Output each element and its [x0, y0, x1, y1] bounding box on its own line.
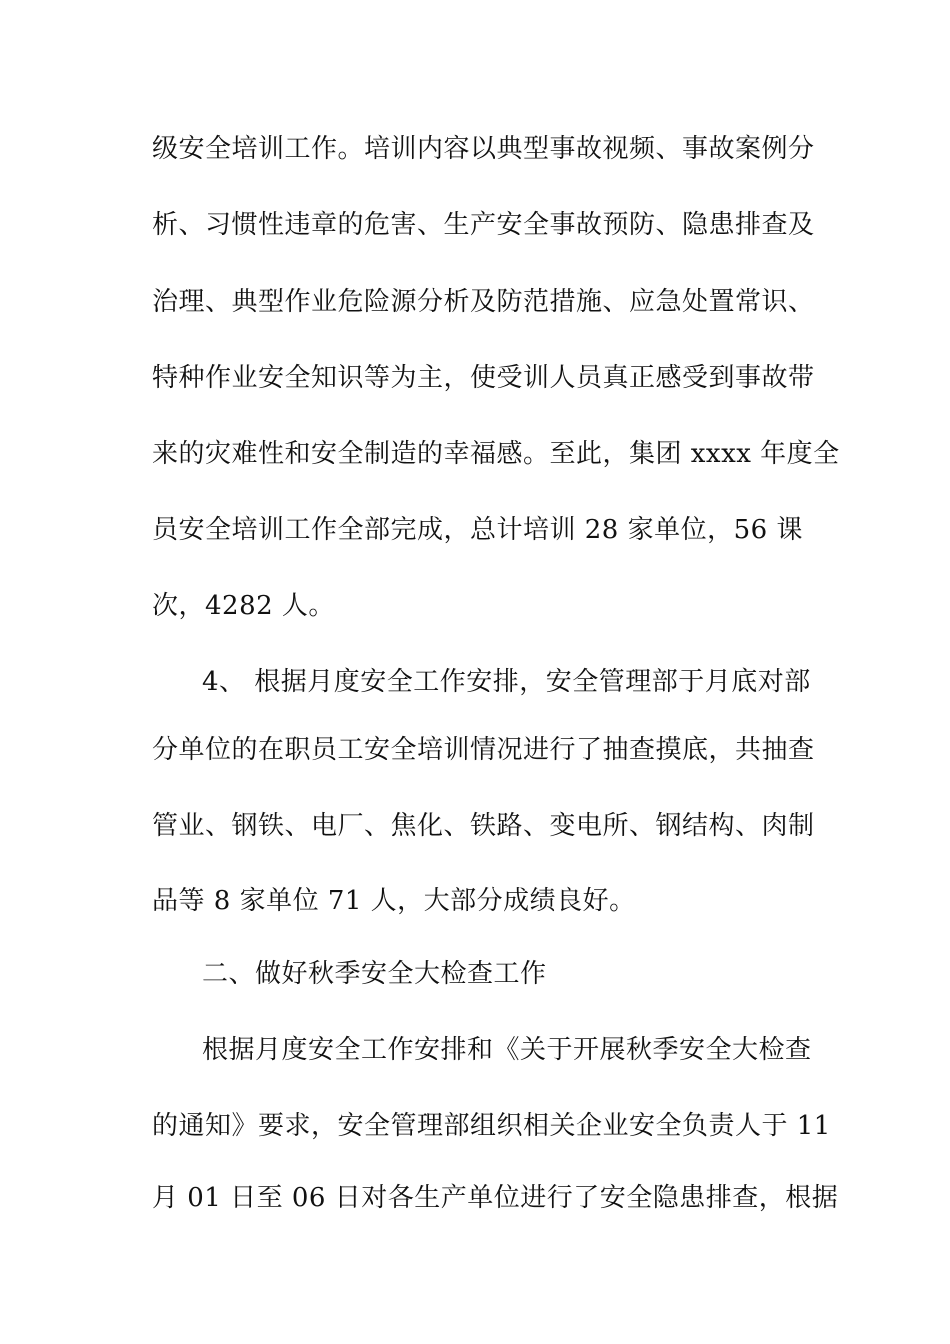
text-line-5: 来的灾难性和安全制造的幸福感。至此，集团 xxxx 年度全: [152, 439, 840, 469]
text-line-14: 的通知》要求，安全管理部组织相关企业安全负责人于 11: [152, 1111, 831, 1141]
text-line-1: 级安全培训工作。培训内容以典型事故视频、事故案例分: [152, 134, 815, 164]
text-line-7: 次，4282 人。: [152, 591, 335, 621]
text-line-9: 分单位的在职员工安全培训情况进行了抽查摸底，共抽查: [152, 735, 815, 765]
text-line-8-numbered-item: 4、 根据月度安全工作安排，安全管理部于月底对部: [202, 667, 811, 697]
text-line-13: 根据月度安全工作安排和《关于开展秋季安全大检查: [202, 1035, 812, 1065]
text-line-11: 品等 8 家单位 71 人，大部分成绩良好。: [152, 886, 636, 916]
text-line-6: 员安全培训工作全部完成，总计培训 28 家单位，56 课: [152, 515, 803, 545]
text-line-10: 管业、钢铁、电厂、焦化、铁路、变电所、钢结构、肉制: [152, 811, 815, 841]
text-line-4: 特种作业安全知识等为主，使受训人员真正感受到事故带: [152, 363, 815, 393]
text-line-3: 治理、典型作业危险源分析及防范措施、应急处置常识、: [152, 287, 815, 317]
section-heading: 二、做好秋季安全大检查工作: [202, 959, 547, 989]
text-line-15: 月 01 日至 06 日对各生产单位进行了安全隐患排查，根据: [152, 1183, 839, 1213]
text-line-2: 析、习惯性违章的危害、生产安全事故预防、隐患排查及: [152, 210, 815, 240]
